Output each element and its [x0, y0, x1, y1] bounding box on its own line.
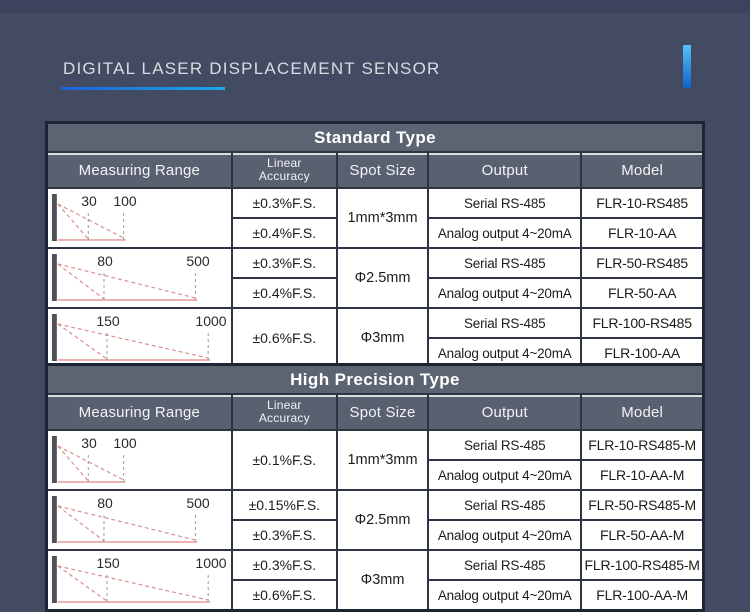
column-header-row [47, 152, 704, 188]
laser-beam-diagram [48, 492, 231, 548]
laser-beam-diagram [48, 432, 231, 488]
accuracy-cell: ±0.4%F.S. [232, 278, 337, 308]
spot-size-cell: Φ2.5mm [337, 490, 428, 550]
accent-bar [683, 45, 691, 88]
measuring-range-cell [47, 490, 232, 550]
sensor-bar [52, 314, 57, 361]
accuracy-cell: ±0.4%F.S. [232, 218, 337, 248]
col-header-spot-size: Spot Size [337, 394, 428, 430]
model-cell: FLR-100-AA [581, 338, 703, 369]
range-near-label: 150 [96, 313, 120, 329]
model-cell: FLR-10-AA-M [581, 460, 703, 490]
model-cell: FLR-50-AA-M [581, 520, 703, 550]
spot-size-cell: Φ2.5mm [337, 248, 428, 308]
output-cell: Serial RS-485 [428, 308, 581, 338]
model-cell: FLR-50-RS485 [581, 248, 703, 278]
output-cell: Analog output 4~20mA [428, 460, 581, 490]
model-cell: FLR-100-RS485 [581, 308, 703, 338]
accuracy-cell: ±0.1%F.S. [232, 430, 337, 490]
accuracy-cell: ±0.3%F.S. [232, 188, 337, 218]
measuring-range-diagram [48, 250, 231, 306]
spot-size-cell: 1mm*3mm [337, 188, 428, 248]
top-strip [0, 0, 750, 13]
table-row [47, 430, 704, 460]
accuracy-cell: ±0.15%F.S. [232, 490, 337, 520]
measuring-range-diagram [48, 190, 231, 246]
range-near-label: 150 [96, 555, 120, 571]
column-header-row [47, 394, 704, 430]
output-cell: Analog output 4~20mA [428, 218, 581, 248]
col-header-measuring-range: Measuring Range [47, 152, 232, 188]
measuring-range-diagram [48, 432, 231, 488]
table-row [47, 308, 704, 338]
measuring-range-diagram [48, 492, 231, 548]
output-cell: Analog output 4~20mA [428, 278, 581, 308]
table-row [47, 188, 704, 218]
range-far-label: 500 [186, 253, 210, 269]
measuring-range-cell [47, 550, 232, 611]
measuring-range-cell [47, 308, 232, 369]
range-near-label: 30 [81, 193, 97, 209]
col-header-linear-accuracy: Linear Accuracy [232, 394, 337, 430]
range-near-label: 80 [97, 495, 113, 511]
range-far-label: 1000 [195, 313, 227, 329]
model-cell: FLR-100-RS485-M [581, 550, 703, 580]
laser-beam-diagram [48, 190, 231, 246]
measuring-range-cell [47, 188, 232, 248]
range-far-label: 1000 [195, 555, 227, 571]
laser-beam-diagram [48, 310, 231, 366]
sensor-bar [52, 496, 57, 543]
col-header-spot-size: Spot Size [337, 152, 428, 188]
output-cell: Analog output 4~20mA [428, 520, 581, 550]
table-row [47, 248, 704, 278]
output-cell: Serial RS-485 [428, 550, 581, 580]
sensor-bar [52, 556, 57, 603]
output-cell: Serial RS-485 [428, 490, 581, 520]
col-header-measuring-range: Measuring Range [47, 394, 232, 430]
range-far-label: 100 [113, 193, 137, 209]
measuring-range-cell [47, 430, 232, 490]
output-cell: Serial RS-485 [428, 188, 581, 218]
output-cell: Serial RS-485 [428, 430, 581, 460]
accuracy-cell: ±0.6%F.S. [232, 580, 337, 611]
model-cell: FLR-50-RS485-M [581, 490, 703, 520]
table-title-row [47, 365, 704, 395]
output-cell: Serial RS-485 [428, 248, 581, 278]
spot-size-cell: Φ3mm [337, 308, 428, 369]
accuracy-cell: ±0.3%F.S. [232, 520, 337, 550]
title-underline [61, 87, 225, 90]
sensor-bar [52, 254, 57, 301]
model-cell: FLR-10-RS485 [581, 188, 703, 218]
table-title: High Precision Type [47, 365, 704, 395]
model-cell: FLR-50-AA [581, 278, 703, 308]
range-near-label: 80 [97, 253, 113, 269]
table-title: Standard Type [47, 123, 704, 153]
range-far-label: 100 [113, 435, 137, 451]
col-header-output: Output [428, 152, 581, 188]
model-cell: FLR-10-RS485-M [581, 430, 703, 460]
laser-beam-diagram [48, 552, 231, 608]
measuring-range-diagram [48, 552, 231, 608]
page-title: DIGITAL LASER DISPLACEMENT SENSOR [63, 59, 441, 78]
accuracy-cell: ±0.3%F.S. [232, 248, 337, 278]
table-row [47, 550, 704, 580]
accuracy-cell: ±0.6%F.S. [232, 308, 337, 369]
model-cell: FLR-100-AA-M [581, 580, 703, 611]
accuracy-cell: ±0.3%F.S. [232, 550, 337, 580]
sensor-bar [52, 436, 57, 483]
range-far-label: 500 [186, 495, 210, 511]
measuring-range-cell [47, 248, 232, 308]
table-row [47, 490, 704, 520]
spot-size-cell: Φ3mm [337, 550, 428, 611]
high-precision-type-table [45, 363, 705, 612]
col-header-output: Output [428, 394, 581, 430]
measuring-range-diagram [48, 310, 231, 366]
range-near-label: 30 [81, 435, 97, 451]
model-cell: FLR-10-AA [581, 218, 703, 248]
col-header-model: Model [581, 152, 703, 188]
spot-size-cell: 1mm*3mm [337, 430, 428, 490]
standard-type-table [45, 121, 705, 370]
output-cell: Analog output 4~20mA [428, 338, 581, 369]
output-cell: Analog output 4~20mA [428, 580, 581, 611]
table-title-row [47, 123, 704, 153]
sensor-bar [52, 194, 57, 241]
col-header-model: Model [581, 394, 703, 430]
laser-beam-diagram [48, 250, 231, 306]
col-header-linear-accuracy: Linear Accuracy [232, 152, 337, 188]
